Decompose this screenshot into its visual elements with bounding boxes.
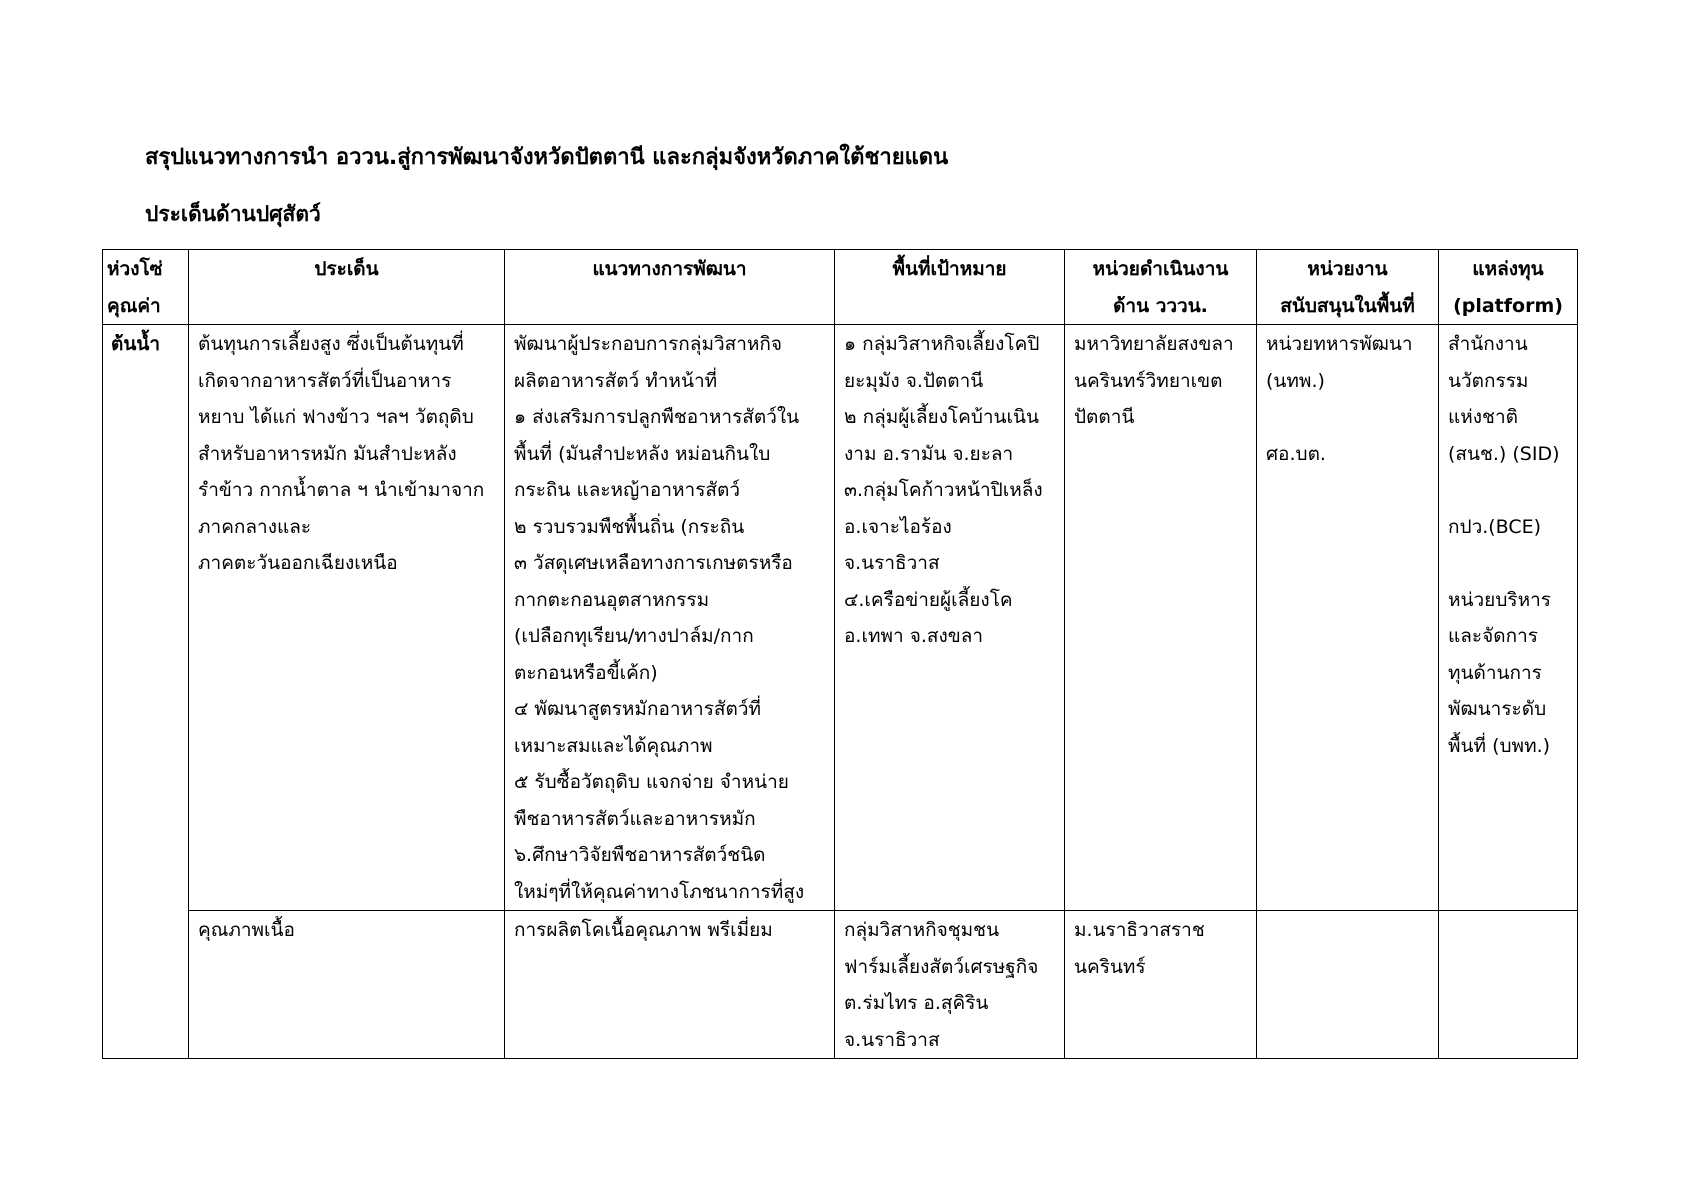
cell-line: การผลิตโคเนื้อคุณภาพ พรีเมี่ยม [514,919,773,941]
cell-line: นครินทร์ [1074,955,1146,978]
cell-line: (นทพ.) [1266,369,1325,392]
cell-line: นครินทร์วิทยาเขต [1074,369,1223,392]
cell-line: ทุนด้านการ [1448,661,1542,684]
cell-line: ม.นราธิวาสราช [1074,919,1205,941]
cell-line: ๔.เครือข่ายผู้เลี้ยงโค [844,588,1013,611]
cell-line: ๒ กลุ่มผู้เลี้ยงโคบ้านเนิน [844,406,1040,428]
cell-line: ๕ รับซื้อวัตถุดิบ แจกจ่าย จำหน่าย [514,771,789,793]
cell-line: ใหม่ๆที่ให้คุณค่าทางโภชนาการที่สูง [514,880,805,903]
cell-line: พัฒนาระดับ [1448,698,1547,720]
table-row [103,911,1578,1059]
cell-line: สำหรับอาหารหมัก มันสำปะหลัง [198,442,457,465]
cell-line: หน่วยบริหาร [1448,588,1551,611]
cell-line: นวัตกรรม [1448,369,1529,392]
cell-line: คุณภาพเนื้อ [198,919,295,941]
cell-line: ๑ ส่งเสริมการปลูกพืชอาหารสัตว์ใน [514,406,800,428]
cell-line: เกิดจากอาหารสัตว์ที่เป็นอาหาร [198,369,452,392]
cell-line: ปัตตานี [1074,406,1135,428]
operator-cell [1065,911,1257,1059]
header-funding: แหล่งทุน (platform) [1439,250,1578,325]
cell-line: ภาคกลางและ [198,515,312,538]
cell-line [1448,545,1568,582]
cell-line: มหาวิทยาลัยสงขลา [1074,333,1234,355]
cell-line: ๒ รวบรวมพืชพื้นถิ่น (กระถิน [514,515,745,538]
header-value-chain: ห่วงโซ่ คุณค่า [103,250,189,325]
cell-line [1266,399,1429,436]
header-approach: แนวทางการพัฒนา [505,250,835,325]
table-row [103,325,1578,911]
cell-line: ต.ร่มไทร อ.สุคิริน [844,992,989,1014]
operator-cell [1065,325,1257,911]
funding-cell [1439,325,1578,911]
document-title: สรุปแนวทางการนำ อววน.สู่การพัฒนาจังหวัดปัตตานี และกลุ่มจังหวัดภาคใต้ชายแดน [145,145,949,170]
approach-cell [505,911,835,1059]
summary-table [102,249,1578,1059]
cell-line: ๑ กลุ่มวิสาหกิจเลี้ยงโคปิ [844,333,1040,355]
cell-line: งาม อ.รามัน จ.ยะลา [844,442,1014,465]
cell-line: ผลิตอาหารสัตว์ ทำหน้าที่ [514,369,718,392]
header-issue: ประเด็น [189,250,505,325]
approach-cell [505,325,835,911]
cell-line: กระถิน และหญ้าอาหารสัตว์ [514,479,741,501]
cell-line: กลุ่มวิสาหกิจชุมชน [844,919,1000,941]
cell-line: (เปลือกทุเรียน/ทางปาล์ม/กาก [514,625,754,647]
cell-line: จ.นราธิวาส [844,552,940,574]
cell-line: ๖.ศึกษาวิจัยพืชอาหารสัตว์ชนิด [514,844,766,866]
cell-line: ศอ.บต. [1266,442,1326,465]
cell-line: และจัดการ [1448,625,1538,647]
cell-line: ยะมุมัง จ.ปัตตานี [844,369,984,392]
cell-line: หน่วยทหารพัฒนา [1266,333,1413,355]
funding-cell [1439,911,1578,1059]
cell-line: พื้นที่ (มันสำปะหลัง หม่อนกินใบ [514,442,771,465]
header-operator: หน่วยดำเนินงาน ด้าน วววน. [1065,250,1257,325]
header-target-area: พื้นที่เป้าหมาย [835,250,1065,325]
cell-line: อ.เทพา จ.สงขลา [844,625,984,647]
cell-line: รำข้าว กากน้ำตาล ฯ นำเข้ามาจาก [198,479,485,501]
cell-line: ๓ วัสดุเศษเหลือทางการเกษตรหรือ [514,552,793,574]
support-cell [1257,325,1439,911]
cell-line: กปว.(BCE) [1448,515,1542,538]
cell-line: ภาคตะวันออกเฉียงเหนือ [198,552,398,574]
cell-line: พัฒนาผู้ประกอบการกลุ่มวิสาหกิจ [514,333,783,355]
cell-line: ตะกอนหรือขี้เค้ก) [514,661,658,684]
cell-line: กากตะกอนอุตสาหกรรม [514,588,710,611]
cell-line: ๔ พัฒนาสูตรหมักอาหารสัตว์ที่ [514,698,762,720]
table-header-row [103,250,1578,325]
cell-line: สำนักงาน [1448,333,1528,355]
target-area-cell [835,911,1065,1059]
value-chain-cell: ต้นน้ำ [103,325,189,1059]
cell-line: หยาบ ได้แก่ ฟางข้าว ฯลฯ วัตถุดิบ [198,406,474,428]
issue-cell [189,325,505,911]
issue-cell [189,911,505,1059]
header-support: หน่วยงาน สนับสนุนในพื้นที่ [1257,250,1439,325]
cell-line: พืชอาหารสัตว์และอาหารหมัก [514,807,756,830]
cell-line: ๓.กลุ่มโคก้าวหน้าปิเหล็ง [844,479,1043,501]
cell-line: แห่งชาติ [1448,406,1518,428]
cell-line: (สนช.) (SID) [1448,442,1560,465]
cell-line [1448,472,1568,509]
support-cell [1257,911,1439,1059]
cell-line: ต้นทุนการเลี้ยงสูง ซึ่งเป็นต้นทุนที่ [198,333,464,355]
document-subtitle: ประเด็นด้านปศุสัตว์ [145,202,321,226]
target-area-cell [835,325,1065,911]
cell-line: พื้นที่ (บพท.) [1448,734,1551,757]
cell-line: ฟาร์มเลี้ยงสัตว์เศรษฐกิจ [844,955,1039,978]
cell-line: เหมาะสมและได้คุณภาพ [514,734,713,757]
cell-line: อ.เจาะไอร้อง [844,515,952,538]
cell-line: จ.นราธิวาส [844,1028,940,1051]
